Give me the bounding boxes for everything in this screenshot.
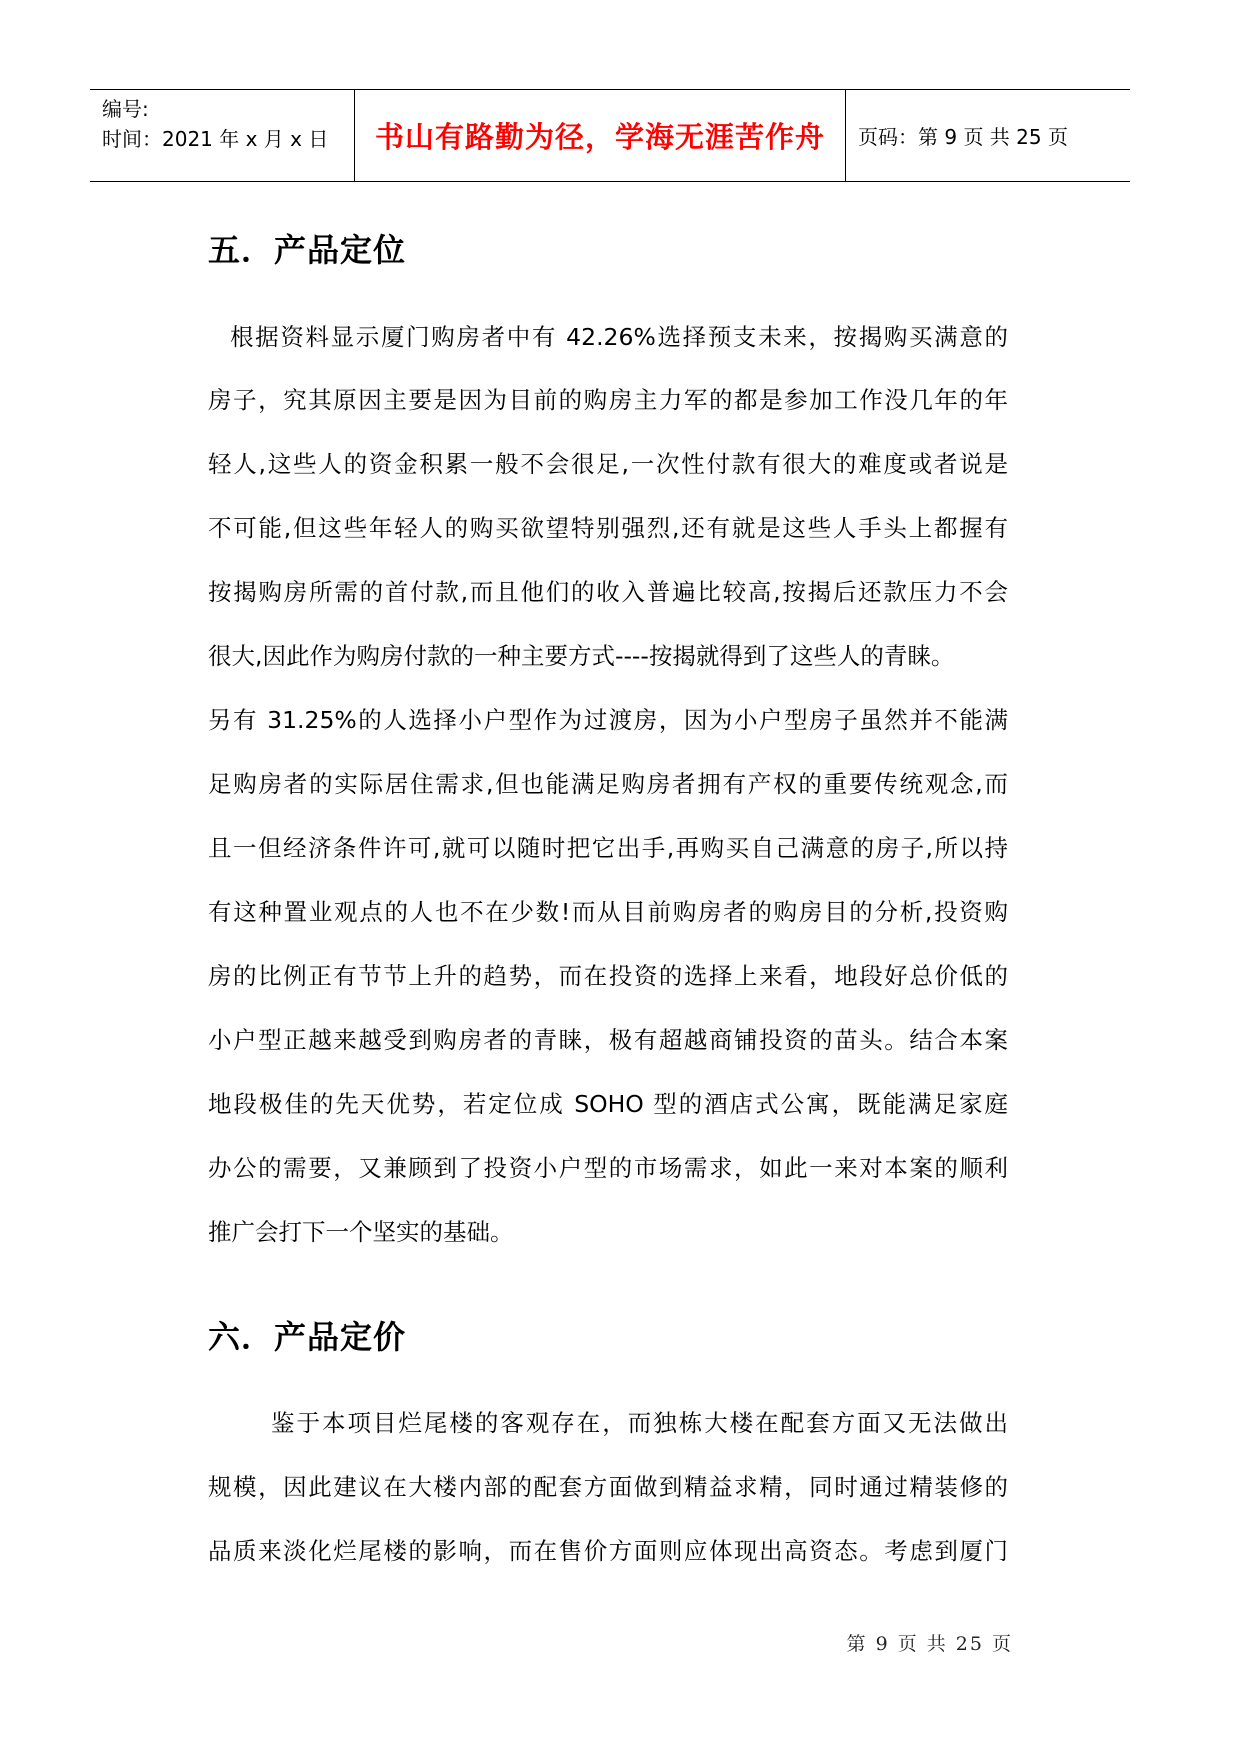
paragraph-line: 按揭购房所需的首付款,而且他们的收入普遍比较高,按揭后还款压力不会 xyxy=(208,578,1008,606)
header-motto-cell xyxy=(355,90,846,181)
section-6-heading: 六．产品定价 xyxy=(208,1318,407,1356)
paragraph-line: 品质来淡化烂尾楼的影响，而在售价方面则应体现出高资态。考虑到厦门 xyxy=(208,1537,1008,1565)
paragraph-line: 规模，因此建议在大楼内部的配套方面做到精益求精，同时通过精装修的 xyxy=(208,1473,1008,1501)
header-page-info: 页码：第 9 页 共 25 页 xyxy=(858,125,1068,149)
paragraph-line: 办公的需要，又兼顾到了投资小户型的市场需求，如此一来对本案的顺利 xyxy=(208,1154,1008,1182)
paragraph-line: 地段极佳的先天优势，若定位成 SOHO 型的酒店式公寓，既能满足家庭 xyxy=(208,1090,1008,1118)
date-label: 时间：2021 年 x 月 x 日 xyxy=(102,127,329,151)
page-footer: 第 9 页 共 25 页 xyxy=(846,1633,1013,1655)
paragraph-line: 且一但经济条件许可,就可以随时把它出手,再购买自己满意的房子,所以持 xyxy=(208,834,1008,862)
serial-number-label: 编号: xyxy=(102,97,149,121)
paragraph-line: 足购房者的实际居住需求,但也能满足购房者拥有产权的重要传统观念,而 xyxy=(208,770,1008,798)
paragraph-line: 轻人,这些人的资金积累一般不会很足,一次性付款有很大的难度或者说是 xyxy=(208,450,1008,478)
paragraph-line: 有这种置业观点的人也不在少数!而从目前购房者的购房目的分析,投资购 xyxy=(208,898,1008,926)
paragraph-line: 小户型正越来越受到购房者的青睐，极有超越商铺投资的苗头。结合本案 xyxy=(208,1026,1008,1054)
header-meta-cell xyxy=(90,90,355,181)
paragraph-line: 另有 31.25%的人选择小户型作为过渡房，因为小户型房子虽然并不能满 xyxy=(208,706,1008,734)
paragraph-line: 不可能,但这些年轻人的购买欲望特别强烈,还有就是这些人手头上都握有 xyxy=(208,514,1008,542)
header-motto: 书山有路勤为径，学海无涯苦作舟 xyxy=(374,120,825,154)
paragraph-line: 很大,因此作为购房付款的一种主要方式----按揭就得到了这些人的青睐。 xyxy=(208,642,955,670)
paragraph-line: 房的比例正有节节上升的趋势，而在投资的选择上来看，地段好总价低的 xyxy=(208,962,1008,990)
header-page-cell xyxy=(846,90,1130,181)
section-5-heading: 五．产品定位 xyxy=(208,231,407,269)
paragraph-line: 推广会打下一个坚实的基础。 xyxy=(208,1218,514,1246)
paragraph-line: 根据资料显示厦门购房者中有 42.26%选择预支未来，按揭购买满意的 xyxy=(230,323,1008,351)
paragraph-line: 房子，究其原因主要是因为目前的购房主力军的都是参加工作没几年的年 xyxy=(208,386,1008,414)
page-header xyxy=(90,89,1130,182)
paragraph-line: 鉴于本项目烂尾楼的客观存在，而独栋大楼在配套方面又无法做出 xyxy=(271,1409,1008,1437)
